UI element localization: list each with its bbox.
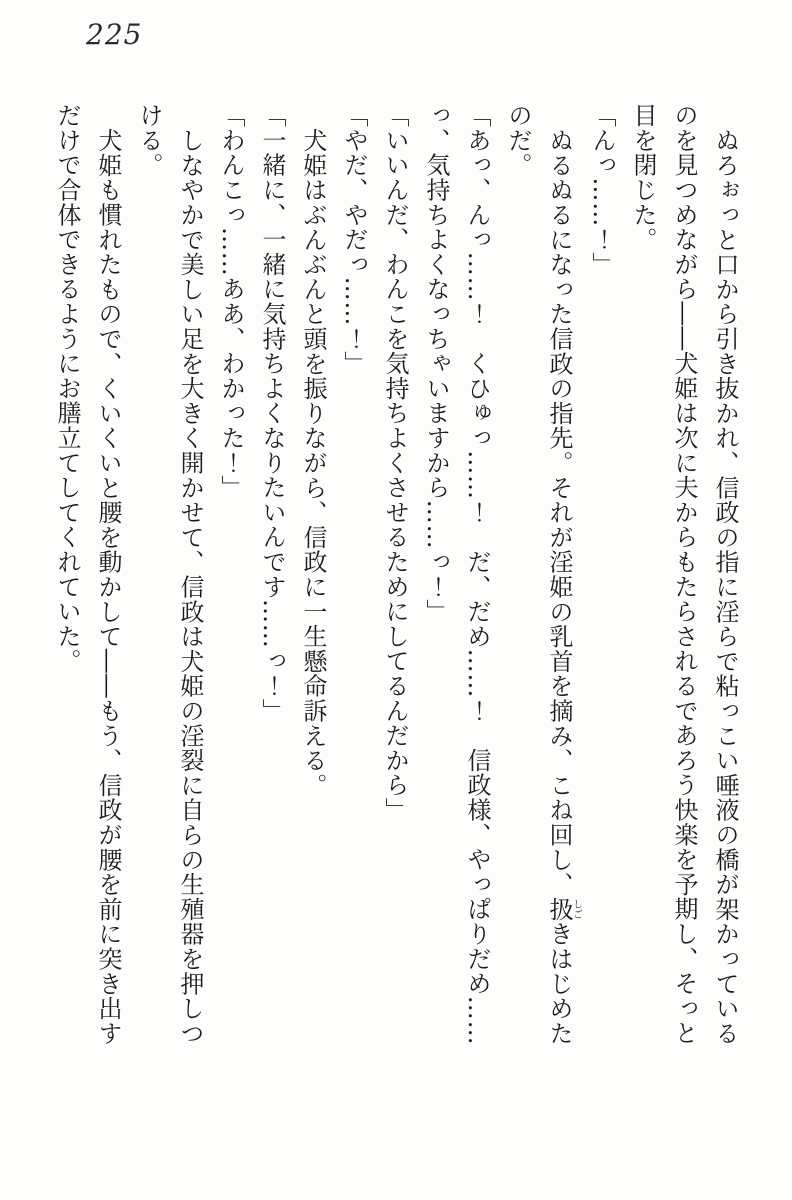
paragraph: 「んっ……！」 — [588, 103, 616, 277]
paragraph: ぬろぉっと口から引き抜かれ、信政の指に淫らで粘っこい唾液の橋が架かっているのを見つめながら――犬姫は次に夫からもたらされるであろう快楽を予期し、そっと目を閉じた。 — [629, 103, 739, 1046]
paragraph: 「わんこっ……ああ、わかった！」 — [217, 103, 245, 500]
vertical-text-block — [45, 103, 745, 1049]
paragraph: 犬姫はぶんぶんと頭を振りながら、信政に一生懸命訴える。 — [299, 128, 327, 798]
paragraph: 「やだ、やだっ……！」 — [340, 103, 368, 376]
paragraph: 「あっ、んっ……！ くひゅっ……！ だ、だめ……！ 信政様、やっぱりだめ……っ、気持ちよくなっちゃいますから……っ！」 — [422, 103, 491, 1046]
page-number: 225 — [86, 18, 143, 51]
paragraph: しなやかで美しい足を大きく開かせて、信政は犬姫の淫裂に自らの生殖器を押しつける。 — [135, 103, 204, 1046]
paragraph: 犬姫も慣れたもので、くいくいと腰を動かして――もう、信政が腰を前に突き出すだけで合体できるようにお膳立てしてくれていた。 — [53, 103, 122, 1046]
ruby-annotation: 扱しご — [545, 896, 582, 922]
paragraph: 「一緒に、一緒に気持ちよくなりたいんです……っ！」 — [258, 103, 286, 723]
paragraph: 「いいんだ、わんこを気持ちよくさせるためにしてるんだから」 — [381, 103, 409, 823]
paragraph: ぬるぬるになった信政の指先。それが淫姫の乳首を摘み、こね回し、扱しごきはじめたのだ。 — [504, 103, 582, 1046]
